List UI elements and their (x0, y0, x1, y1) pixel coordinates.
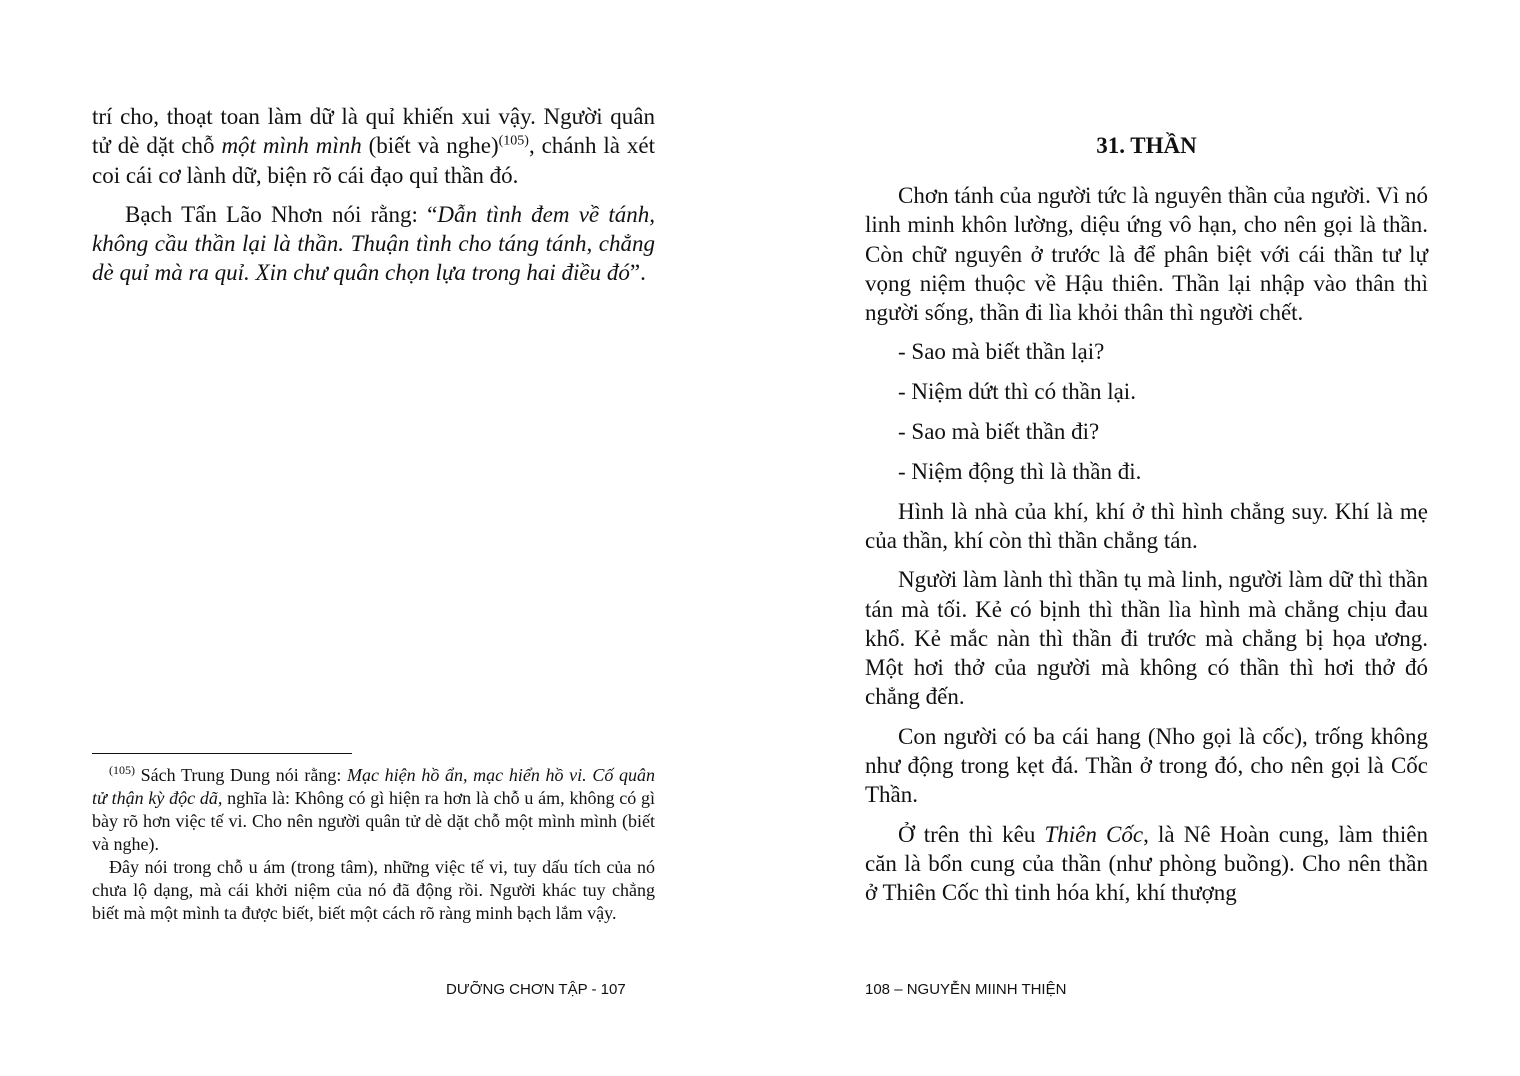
left-body-text (92, 102, 655, 298)
italic-phrase: một mình mình (221, 133, 362, 159)
footnote-ref[interactable]: (105) (498, 133, 529, 149)
italic-phrase: Mạc hiện hồ ẩn, mạc hiển hồ vi. Cố quân tử thận kỳ độc dã, (92, 765, 655, 808)
footnote-marker: (105) (109, 763, 135, 777)
right-page (760, 0, 1520, 1076)
paragraph: Ở trên thì kêu Thiên Cốc, là Nê Hoàn cung, làm thiên căn là bổn cung của thần (như phòng buồng). Cho nên thần ở Thiên Cốc thì tinh hóa khí, khí thượng (865, 821, 1428, 906)
chapter-title: 31. THẦN (1096, 133, 1197, 158)
paragraph: Người làm lành thì thần tụ mà linh, người làm dữ thì thần tán mà tối. Kẻ có bịnh thì thần lìa hình mà chẳng chịu đau khổ. Kẻ mắc nàn thì thần đi trước mà chẳng bị họa ương. Một hơi thở của người mà không có thần thì hơi thở đó chẳng đến. (865, 567, 1428, 710)
dialogue-line: - Sao mà biết thần đi? (898, 419, 1100, 445)
footnote-divider (92, 753, 352, 754)
italic-phrase: Thiên Cốc (1044, 821, 1144, 847)
dialogue-line: - Niệm động thì là thần đi. (898, 458, 1142, 484)
right-body-text (865, 181, 1428, 918)
dialogue-line: - Sao mà biết thần lại? (898, 339, 1105, 365)
paragraph: Chơn tánh của người tức là nguyên thần của người. Vì nó linh minh khôn lường, diệu ứng vô hạn, cho nên gọi là thần. Còn chữ nguyên ở trước là để phân biệt với cái thần tư lự vọng niệm thuộc về Hậu thiên. Thần lại nhập vào thân thì người sống, thần đi lìa khỏi thân thì người chết. (865, 183, 1428, 326)
paragraph: trí cho, thoạt toan làm dữ là quỉ khiến xui vậy. Người quân tử dè dặt chỗ một mình mình (biết và nghe)$^{(105)}$, chánh là xét coi cái cơ lành dữ, biện rõ cái đạo quỉ thần đó. (92, 104, 655, 188)
footnote-paragraph: $^{(105)}$ Sách Trung Dung nói rằng: Mạc hiện hồ ẩn, mạc hiển hồ vi. Cố quân tử thận kỳ độc dã, nghĩa là: Không có gì hiện ra hơn là chỗ u ám, không có gì bày rõ hơn việc tế vi. Cho nên người quân tử dè dặt chỗ một mình mình (biết và nghe). (92, 763, 655, 854)
footnote-block (92, 764, 655, 925)
page-footer-left: DƯỠNG CHƠN TẬP - 107 (446, 981, 626, 998)
dialogue-line: - Niệm dứt thì có thần lại. (898, 379, 1136, 405)
paragraph: Bạch Tẩn Lão Nhơn nói rằng: “Dẫn tình đem về tánh, không cầu thần lại là thần. Thuận tình cho táng tánh, chẳng dè quỉ mà ra quỉ. Xin chư quân chọn lựa trong hai điều đó”. (92, 201, 655, 286)
footnote-paragraph: Đây nói trong chỗ u ám (trong tâm), những việc tế vi, tuy dấu tích của nó chưa lộ dạng, mà cái khởi niệm của nó đã động rồi. Người khác tuy chẳng biết mà một mình ta được biết, biết một cách rõ ràng minh bạch lắm vậy. (92, 857, 655, 923)
italic-quote: Dẫn tình đem về tánh, không cầu thần lại là thần. Thuận tình cho táng tánh, chẳng dè quỉ mà ra quỉ. Xin chư quân chọn lựa trong hai điều đó (92, 201, 655, 286)
page-footer-right: 108 – NGUYỄN MIINH THIỆN (865, 981, 1067, 998)
paragraph: Con người có ba cái hang (Nho gọi là cốc), trống không như động trong kẹt đá. Thần ở trong đó, cho nên gọi là Cốc Thần. (865, 723, 1428, 808)
paragraph: Hình là nhà của khí, khí ở thì hình chẳng suy. Khí là mẹ của thần, khí còn thì thần chẳng tán. (865, 498, 1428, 553)
